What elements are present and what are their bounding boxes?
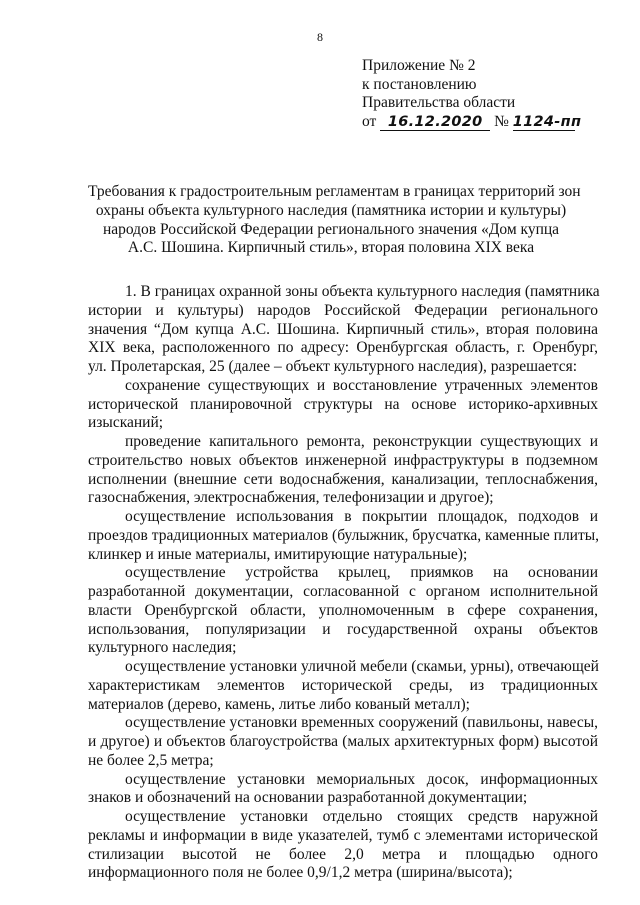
page-number: 8	[317, 30, 323, 44]
title-line: охраны объекта культурного наследия (памятника истории и культуры)	[95, 201, 567, 219]
paragraph	[88, 377, 598, 433]
number-sign: №	[494, 112, 509, 130]
text-line: ул. Пролетарская, 25 (далее – объект культурного наследия), разрешается:	[88, 358, 578, 375]
text-line: осуществление устройства крылец, приямков на основании	[125, 564, 598, 582]
text-line: исполнении (внешние сети водоснабжения, канализации, теплоснабжения,	[88, 470, 598, 488]
text-line: власти Оренбургской области, уполномоченным в сфере сохранения,	[88, 601, 598, 619]
text-line: осуществление установки уличной мебели (скамьи, урны), отвечающей	[125, 658, 599, 675]
paragraph	[88, 658, 598, 714]
paragraph	[88, 564, 598, 658]
appendix-authority: Правительства области	[362, 94, 516, 112]
text-line: разработанной документации, согласованной с органом исполнительной	[88, 583, 598, 600]
document-title	[88, 183, 581, 258]
text-line: знаков и обозначений на основании разработанной документации;	[88, 789, 528, 807]
text-line: осуществление установки отдельно стоящих средств наружной	[125, 808, 598, 825]
text-line: культурного наследия;	[88, 639, 237, 657]
appendix-reference: к постановлению	[362, 75, 477, 93]
text-line: информационного поля не более 0,9/1,2 метра (ширина/высота);	[88, 864, 513, 882]
text-line: не более 2,5 метра;	[88, 751, 214, 769]
document-body	[88, 283, 598, 883]
text-line: осуществление установки временных сооружений (павильоны, навесы,	[125, 714, 598, 732]
title-line: Требования к градостроительным регламентам в границах территорий зон	[88, 183, 581, 200]
title-line: народов Российской Федерации регионального значения «Дом купца	[102, 220, 560, 238]
appendix-header	[362, 57, 622, 131]
appendix-title: Приложение № 2	[362, 57, 476, 74]
appendix-date-line	[362, 113, 622, 132]
paragraph	[88, 714, 598, 770]
title-line: А.С. Шошина. Кирпичный стиль», вторая половина XIX века	[127, 239, 535, 257]
paragraph	[88, 771, 598, 809]
text-line: характеристикам элементов исторической среды, из традиционных	[88, 676, 598, 694]
text-line: истории и культуры) народов Российской Федерации регионального	[88, 301, 598, 319]
text-line: сохранение существующих и восстановление утраченных элементов	[125, 376, 598, 394]
text-line: строительство новых объектов инженерной инфраструктуры в подземном	[88, 451, 598, 469]
text-line: клинкер и иные материалы, имитирующие натуральные);	[88, 545, 468, 563]
paragraph	[88, 283, 598, 377]
text-line: использования, популяризации и государственной охраны объектов	[88, 620, 598, 638]
handwritten-date: 16.12.2020	[380, 115, 490, 131]
handwritten-number: 1124-пп	[512, 113, 582, 130]
text-line: проведение капитального ремонта, реконструкции существующих и	[125, 433, 598, 450]
text-line: рекламы и информации в виде указателей, тумб с элементами исторической	[88, 826, 598, 844]
text-line: стилизации высотой не более 2,0 метра и площадью одного	[88, 845, 598, 863]
text-line: изысканий;	[88, 414, 164, 432]
paragraph	[88, 508, 598, 564]
text-line: проездов традиционных материалов (булыжник, брусчатка, каменные плиты,	[88, 526, 600, 544]
text-line: газоснабжения, электроснабжения, телефонизации и другое);	[88, 489, 494, 507]
date-prefix: от	[362, 112, 377, 130]
paragraph	[88, 808, 598, 883]
text-line: исторической планировочной структуры на основе историко-архивных	[88, 395, 598, 413]
text-line: материалов (дерево, камень, литье либо кованый металл);	[88, 695, 470, 713]
text-line: XIX века, расположенного по адресу: Оренбургская область, г. Оренбург,	[88, 339, 598, 357]
text-line: значения “Дом купца А.С. Шошина. Кирпичный стиль», вторая половина	[88, 320, 598, 338]
text-line: и другое) и объектов благоустройства (малых архитектурных форм) высотой	[88, 733, 598, 750]
paragraph	[88, 433, 598, 508]
text-line: 1. В границах охранной зоны объекта культурного наследия (памятника	[125, 283, 600, 300]
text-line: осуществление использования в покрытии площадок, подходов и	[125, 508, 598, 525]
text-line: осуществление установки мемориальных досок, информационных	[125, 770, 598, 788]
